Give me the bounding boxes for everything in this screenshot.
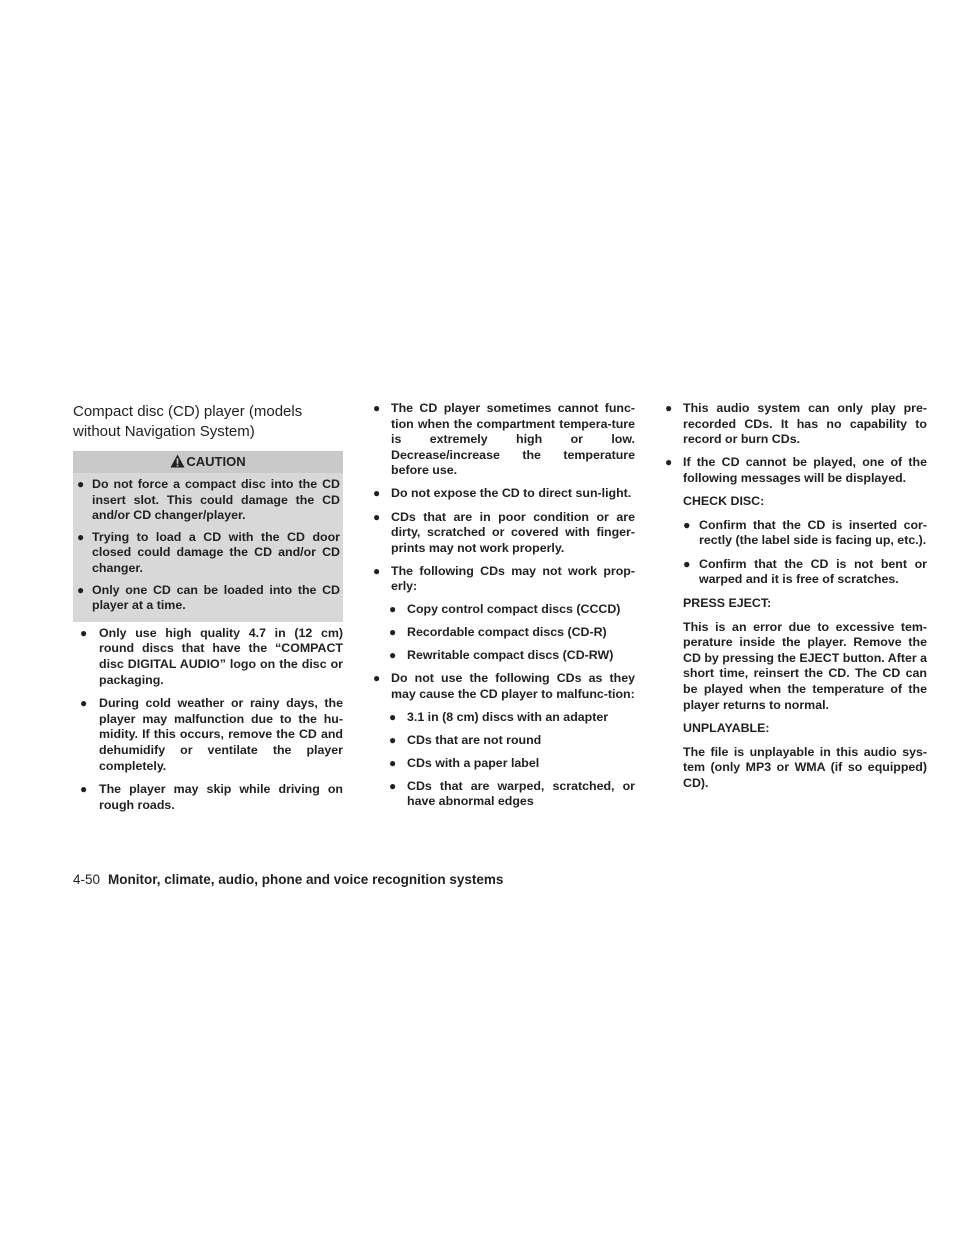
- sub-list-item-text: Confirm that the CD is not bent or warped and it is free of scratches.: [699, 556, 927, 587]
- unplayable-heading: UNPLAYABLE:: [683, 721, 770, 736]
- sub-list-item-text: 3.1 in (8 cm) discs with an adapter: [407, 709, 609, 724]
- sub-list-item-text: CDs with a paper label: [407, 755, 540, 770]
- warning-triangle-icon: [170, 454, 185, 468]
- list-item: [372, 510, 635, 557]
- chapter-title: Monitor, climate, audio, phone and voice recognition systems: [108, 872, 504, 887]
- list-item: [664, 401, 927, 448]
- sub-list-item: [388, 756, 635, 772]
- bullet-icon: ●: [373, 671, 381, 686]
- list-item-text: Only use high quality 4.7 in (12 cm) round discs that have the “COMPACT disc DIGITAL AUDIO” logo on the disc or packaging.: [99, 625, 343, 687]
- caution-item-text: Trying to load a CD with the CD door closed could damage the CD and/or CD changer.: [92, 529, 340, 575]
- list-item: [372, 671, 635, 810]
- list-item: [372, 486, 635, 502]
- caution-box: [73, 451, 343, 622]
- column-1: [73, 400, 343, 821]
- caution-item: [76, 583, 340, 614]
- bullet-icon: ●: [80, 625, 88, 640]
- caution-item: [76, 477, 340, 524]
- bullet-icon: ●: [389, 648, 397, 663]
- sub-list-item: [388, 625, 635, 641]
- list-item-text: Do not use the following CDs as they may cause the CD player to malfunc-tion:: [391, 671, 635, 701]
- list-item: [372, 564, 635, 664]
- sub-list-item: [388, 602, 635, 618]
- bullet-icon: ●: [77, 582, 85, 597]
- sub-list-item: [683, 518, 927, 549]
- page-footer: [73, 871, 503, 888]
- press-eject-text: This is an error due to excessive tem-perature inside the player. Remove the CD by pressing the EJECT button. After a short time, reinsert the CD. The CD can be played when the temperature of the player returns to normal.: [683, 619, 927, 712]
- col1-list: [73, 626, 343, 814]
- caution-list: [76, 477, 340, 614]
- list-item: [73, 782, 343, 813]
- list-item: [73, 626, 343, 688]
- sub-list: [388, 710, 635, 810]
- list-item-text: The following CDs may not work prop-erly:: [391, 563, 635, 594]
- page-number: 4-50: [73, 872, 101, 887]
- bullet-icon: ●: [389, 778, 397, 793]
- bullet-icon: ●: [373, 486, 381, 501]
- unplayable-text: The file is unplayable in this audio sys-tem (only MP3 or WMA (if so equipped) CD).: [683, 744, 927, 790]
- bullet-icon: ●: [77, 529, 85, 544]
- bullet-icon: ●: [683, 556, 691, 571]
- column-2: [372, 401, 635, 817]
- col3-list: [664, 401, 927, 486]
- bullet-icon: ●: [80, 782, 88, 797]
- sub-list-item: [388, 733, 635, 749]
- bullet-icon: ●: [389, 709, 397, 724]
- press-eject-heading: PRESS EJECT:: [683, 595, 772, 610]
- bullet-icon: ●: [373, 401, 381, 415]
- bullet-icon: ●: [77, 477, 85, 491]
- sub-list-item-text: Recordable compact discs (CD-R): [407, 625, 607, 640]
- check-disc-list: [683, 518, 927, 588]
- list-item-text: During cold weather or rainy days, the player may malfunction due to the hu-midity. If this occurs, remove the CD and dehumidify or ventilate the player completely.: [99, 696, 343, 773]
- list-item-text: CDs that are in poor condition or are dirty, scratched or covered with finger-prints may not work properly.: [391, 509, 635, 555]
- bullet-icon: ●: [373, 509, 381, 524]
- list-item-text: Do not expose the CD to direct sun-light.: [391, 486, 632, 501]
- col2-list: [372, 401, 635, 810]
- sub-list-item-text: Confirm that the CD is inserted cor-rectly (the label side is facing up, etc.).: [699, 517, 927, 548]
- list-item: [372, 401, 635, 479]
- sub-list-item: [388, 648, 635, 664]
- sub-list-item-text: Rewritable compact discs (CD-RW): [407, 648, 614, 663]
- caution-item-text: Only one CD can be loaded into the CD player at a time.: [92, 582, 340, 613]
- sub-list: [388, 602, 635, 664]
- section-title: Compact disc (CD) player (models without Navigation System): [73, 403, 303, 440]
- sub-list-item: [388, 710, 635, 726]
- bullet-icon: ●: [80, 696, 88, 711]
- list-item: [73, 696, 343, 774]
- list-item-text: If the CD cannot be played, one of the following messages will be displayed.: [683, 455, 927, 485]
- list-item-text: The player may skip while driving on rough roads.: [99, 782, 343, 812]
- list-item: [664, 455, 927, 486]
- column-3: [664, 401, 927, 799]
- bullet-icon: ●: [665, 401, 673, 415]
- sub-list-item-text: Copy control compact discs (CCCD): [407, 602, 621, 617]
- bullet-icon: ●: [389, 602, 397, 617]
- sub-list-item: [683, 557, 927, 588]
- sub-list-item: [388, 779, 635, 810]
- sub-list-item-text: CDs that are warped, scratched, or have abnormal edges: [407, 778, 635, 809]
- bullet-icon: ●: [665, 455, 673, 470]
- caution-item: [76, 530, 340, 577]
- list-item-text: The CD player sometimes cannot func-tion when the compartment tempera-ture is extremely high or low. Decrease/increase the temperature before use.: [391, 401, 635, 478]
- sub-list-item-text: CDs that are not round: [407, 732, 542, 747]
- bullet-icon: ●: [683, 517, 691, 532]
- caution-heading: CAUTION: [186, 454, 246, 469]
- bullet-icon: ●: [389, 625, 397, 640]
- caution-heading-bar: [73, 451, 343, 473]
- bullet-icon: ●: [389, 732, 397, 747]
- check-disc-heading: CHECK DISC:: [683, 493, 765, 508]
- list-item-text: This audio system can only play pre-recorded CDs. It has no capability to record or burn CDs.: [683, 401, 927, 447]
- bullet-icon: ●: [373, 563, 381, 578]
- bullet-icon: ●: [389, 755, 397, 770]
- caution-item-text: Do not force a compact disc into the CD insert slot. This could damage the CD and/or CD changer/player.: [92, 477, 340, 523]
